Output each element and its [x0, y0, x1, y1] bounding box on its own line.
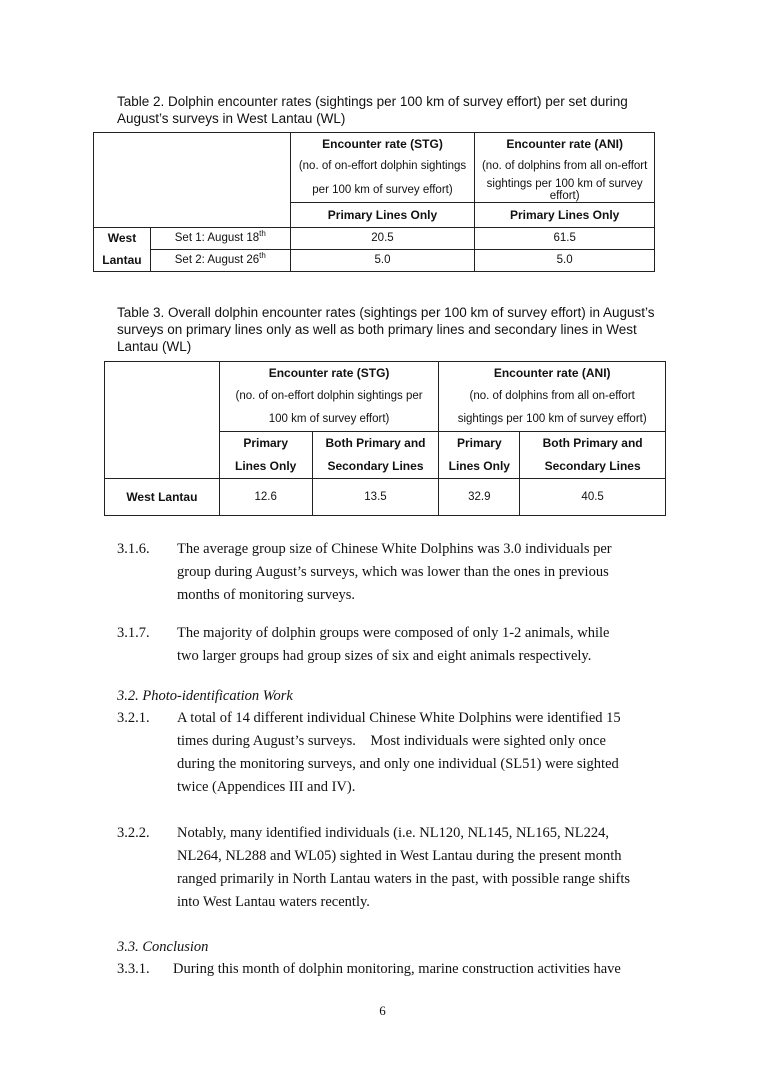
table3-col-primary-stg: Primary: [219, 432, 312, 455]
table3-stg-sub2: 100 km of survey effort): [219, 408, 439, 432]
table3-value: 13.5: [312, 479, 439, 516]
table2-ani-value: 5.0: [475, 249, 655, 271]
table3-ani-sub2: sightings per 100 km of survey effort): [439, 408, 666, 432]
table3-col-primary-ani-2: Lines Only: [439, 455, 520, 479]
table3-value: 32.9: [439, 479, 520, 516]
table3-col-both-stg-2: Secondary Lines: [312, 455, 439, 479]
table3-stg-header: Encounter rate (STG): [219, 362, 439, 385]
table2-ani-sub2: sightings per 100 km of survey effort): [475, 178, 655, 203]
table2-stg-sub2: per 100 km of survey effort): [290, 178, 475, 203]
paragraph-text: The average group size of Chinese White Dolphins was 3.0 individuals per group during August’s surveys, which was lower than the ones in previous months of monitoring surveys.: [177, 541, 612, 603]
table2-caption: Table 2. Dolphin encounter rates (sightings per 100 km of survey effort) per set during August’s surveys in West Lantau (WL): [117, 94, 628, 126]
table3-value: 12.6: [219, 479, 312, 516]
table2-ani-sub1: (no. of dolphins from all on-effort: [475, 155, 655, 178]
table2-set-2: Set 2: August 26th: [150, 249, 290, 271]
table3-col-primary-ani: Primary: [439, 432, 520, 455]
table2-stg-value: 20.5: [290, 227, 475, 249]
table2-set-1: Set 1: August 18th: [150, 227, 290, 249]
table3-caption: Table 3. Overall dolphin encounter rates (sightings per 100 km of survey effort) in August’s surveys on primary lines only as well as both primary lines and secondary lines in West Lantau (WL): [117, 305, 655, 354]
table2-stg-header: Encounter rate (STG): [290, 133, 475, 155]
section-heading-conclusion: 3.3. Conclusion: [117, 939, 209, 955]
table3-empty-corner: [105, 362, 220, 479]
paragraph-text: During this month of dolphin monitoring, marine construction activities have: [173, 961, 621, 977]
table2-primary-ani: Primary Lines Only: [475, 202, 655, 227]
table2-area-line1: West: [94, 227, 151, 249]
paragraph-number: 3.1.6.: [117, 541, 150, 557]
table2: [93, 132, 655, 272]
table2-ani-value: 61.5: [475, 227, 655, 249]
page-number: 6: [379, 1003, 386, 1018]
paragraph-text: The majority of dolphin groups were composed of only 1-2 animals, while two larger groups had group sizes of six and eight animals respectively.: [177, 625, 610, 664]
table3-col-primary-stg-2: Lines Only: [219, 455, 312, 479]
table3-value: 40.5: [520, 479, 666, 516]
table2-empty-corner: [94, 133, 291, 228]
table2-stg-sub1: (no. of on-effort dolphin sightings: [290, 155, 475, 178]
paragraph-number: 3.2.1.: [117, 710, 150, 726]
table2-primary-stg: Primary Lines Only: [290, 202, 475, 227]
paragraph-number: 3.2.2.: [117, 825, 150, 841]
table3: [104, 361, 666, 516]
paragraph-number: 3.3.1.: [117, 961, 150, 977]
paragraph-text: Notably, many identified individuals (i.e. NL120, NL145, NL165, NL224, NL264, NL288 and WL05) sighted in West Lantau during the present month ranged primarily in North Lantau waters in the past, with possible range shifts into West Lantau waters recently.: [177, 825, 631, 910]
table3-col-both-ani: Both Primary and: [520, 432, 666, 455]
table3-stg-sub1: (no. of on-effort dolphin sightings per: [219, 385, 439, 408]
table2-ani-header: Encounter rate (ANI): [475, 133, 655, 155]
paragraph-text: A total of 14 different individual Chinese White Dolphins were identified 15 times during August’s surveys. Most individuals were sighted only once during the monitoring surveys, and only one individual (SL51) were sighted twice (Appendices III and IV).: [177, 710, 621, 795]
table3-col-both-ani-2: Secondary Lines: [520, 455, 666, 479]
table3-col-both-stg: Both Primary and: [312, 432, 439, 455]
paragraph-number: 3.1.7.: [117, 625, 150, 641]
table2-stg-value: 5.0: [290, 249, 475, 271]
table3-ani-sub1: (no. of dolphins from all on-effort: [439, 385, 666, 408]
table3-ani-header: Encounter rate (ANI): [439, 362, 666, 385]
table2-area-line2: Lantau: [94, 249, 151, 271]
table3-row-label: West Lantau: [105, 479, 220, 516]
section-heading-photo-id: 3.2. Photo-identification Work: [117, 688, 293, 704]
